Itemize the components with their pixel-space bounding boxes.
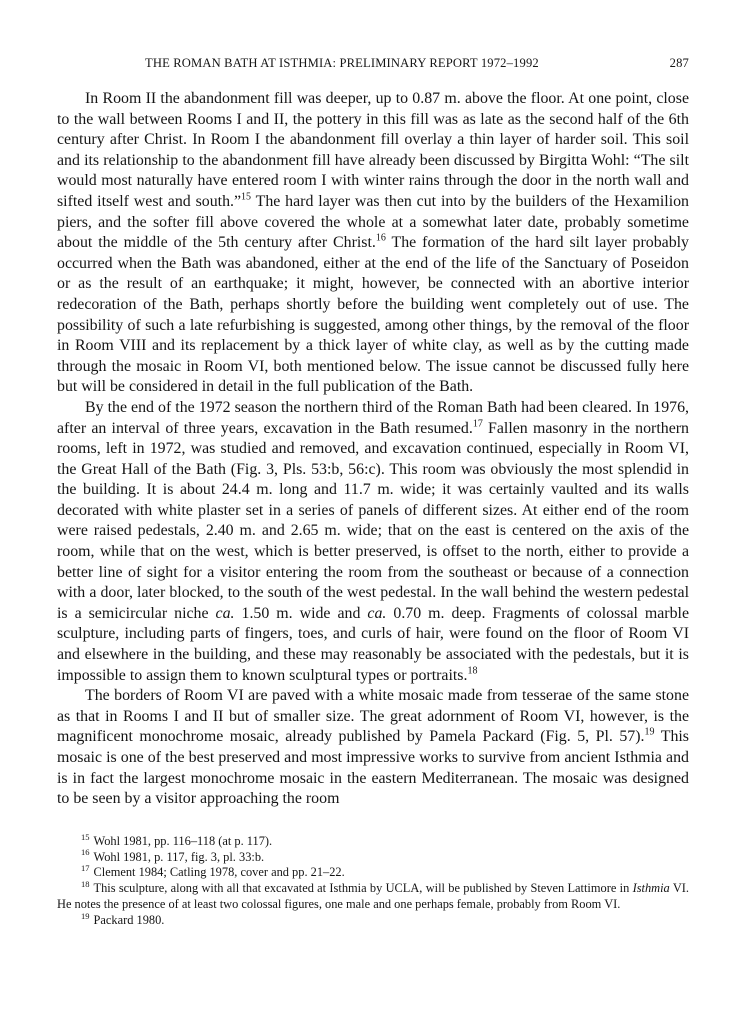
text-run: In Room II the abandonment fill was deeper, up to 0.87 m. above the floor. At one point, close to the wall between Rooms I and II, the pottery in this fill was as late as the second half of the 6th century after Christ. In Room I the abandonment fill overlay a thin layer of harder soil. This soil and its relationship to the abandonment fill have already been discussed by Birgitta Wohl: “The silt would most naturally have entered room I with winter rains through the door in the north wall and sifted itself west and south.” <box>57 90 689 210</box>
footnote-ref[interactable]: 16 <box>375 232 386 244</box>
text-run: The borders of Room VI are paved with a white mosaic made from tesserae of the same stone as that in Rooms I and II but of smaller size. The great adornment of Room VI, however, is the magnificent monochrome mosaic, already published by Pamela Packard (Fig. 5, Pl. 57). <box>57 687 689 746</box>
footnote-number: 15 <box>81 831 90 842</box>
paragraph <box>57 398 689 686</box>
paragraph <box>57 89 689 398</box>
text-run: Wohl 1981, pp. 116–118 (at p. 117). <box>93 833 273 848</box>
footnote-number: 16 <box>81 847 90 858</box>
footnote <box>57 831 689 850</box>
footnote-ref[interactable]: 17 <box>472 418 483 430</box>
running-head <box>57 56 689 71</box>
footnote-ref[interactable]: 15 <box>241 191 252 203</box>
footnote-number: 17 <box>81 863 90 874</box>
page <box>57 56 689 929</box>
text-run: Clement 1984; Catling 1978, cover and pp. 21–22. <box>93 865 345 880</box>
text-run: This mosaic is one of the best preserved and most impressive works to survive from ancient Isthmia and is in fact the largest monochrome mosaic in the eastern Mediterranean. The mosaic was designed to be seen by a visitor approaching the room <box>57 728 689 808</box>
text-run: Packard 1980. <box>93 912 165 927</box>
footnotes <box>57 831 689 929</box>
paragraph <box>57 686 689 810</box>
text-run: This sculpture, along with all that excavated at Isthmia by UCLA, will be published by Steven Lattimore in <box>93 881 633 896</box>
text-run: 1.50 m. wide and <box>234 604 368 622</box>
footnote <box>57 847 689 866</box>
text-run: By the end of the 1972 season the northern third of the Roman Bath had been cleared. In 1976, after an interval of three years, excavation in the Bath resumed. <box>57 398 689 437</box>
text-run: Fallen masonry in the northern rooms, left in 1972, was studied and removed, and excavation continued, especially in Room VI, the Great Hall of the Bath (Fig. 3, Pls. 53:b, 56:c). This room was obviously the most splendid in the building. It is about 24.4 m. long and 11.7 m. wide; it was certainly vaulted and its walls decorated with white plaster set in a series of panels of different sizes. At either end of the room were raised pedestals, 2.40 m. and 2.65 m. wide; that on the east is centered on the axis of the room, while that on the west, which is better preserved, is offset to the north, either to provide a better line of sight for a visitor entering the room from the southeast or because of a connection with a door, later blocked, to the south of the west pedestal. In the wall behind the western pedestal is a semicircular niche <box>57 419 689 622</box>
running-title: THE ROMAN BATH AT ISTHMIA: PRELIMINARY REPORT 1972–1992 <box>145 56 539 70</box>
footnote <box>57 881 689 913</box>
footnote-number: 19 <box>81 910 90 921</box>
footnote-ref[interactable]: 18 <box>467 665 478 677</box>
text-run: 0.70 m. deep. Fragments of colossal marble sculpture, including parts of fingers, toes, and curls of hair, were found on the floor of Room VI and elsewhere in the building, and these may reasonably be associated with the pedestals, but it is impossible to assign them to known sculptural types or portraits. <box>57 604 690 684</box>
italic-text: Isthmia <box>632 881 670 896</box>
italic-text: ca. <box>367 604 387 622</box>
footnote-ref[interactable]: 19 <box>644 727 655 739</box>
body-text <box>57 89 689 810</box>
footnote <box>57 910 689 929</box>
text-run: The hard layer was then cut into by the builders of the Hexamilion piers, and the softer fill above covered the whole at a somewhat later date, probably sometime about the middle of the 5th century after Christ. <box>57 192 689 252</box>
footnote-number: 18 <box>81 879 90 890</box>
page-number: 287 <box>669 56 689 70</box>
italic-text: ca. <box>215 604 235 622</box>
text-run: VI. He notes the presence of at least two colossal figures, one male and one perhaps female, probably from Room VI. <box>57 881 689 911</box>
text-run: The formation of the hard silt layer probably occurred when the Bath was abandoned, either at the end of the life of the Sanctuary of Poseidon or as the result of an earthquake; it might, however, be connected with an abortive interior redecoration of the Bath, perhaps shortly before the building went completely out of use. The possibility of such a late refurbishing is suggested, among other things, by the removal of the floor in Room VIII and its replacement by a thick layer of white clay, as well as by the cutting made through the mosaic in Room VI, both mentioned below. The issue cannot be discussed fully here but will be considered in detail in the full publication of the Bath. <box>57 234 689 396</box>
text-run: Wohl 1981, p. 117, fig. 3, pl. 33:b. <box>93 849 265 864</box>
footnote <box>57 865 689 881</box>
